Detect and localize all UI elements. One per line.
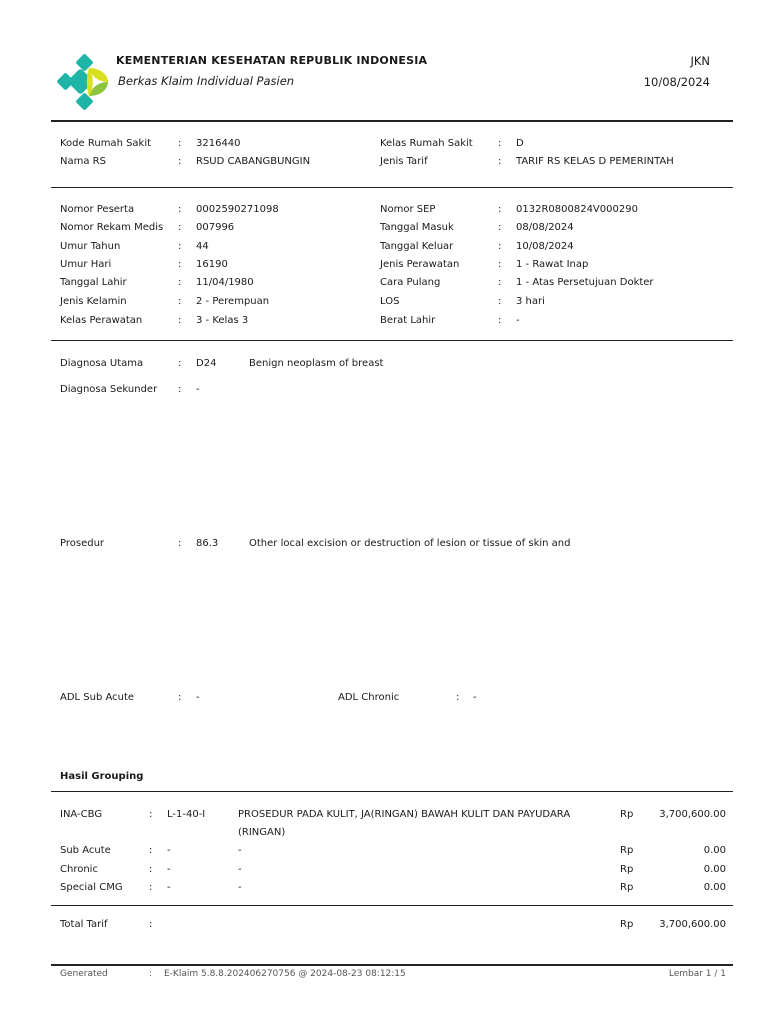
generated-value: E-Klaim 5.8.8.202406270756 @ 2024-08-23 08:12:15 [164,969,406,979]
grouping-row-amount: 0.00 [703,864,726,875]
claim-field-value: - [516,315,520,326]
claim-field-label: Jenis Perawatan [380,259,460,270]
nama-rs-label: Nama RS [60,156,106,167]
kode-rs-value: 3216440 [196,138,241,149]
colon: : [149,882,153,893]
colon: : [149,864,153,875]
prosedur-label: Prosedur [60,538,105,549]
colon: : [498,241,502,252]
colon: : [149,809,153,820]
patient-field-label: Tanggal Lahir [60,277,127,288]
claim-field-value: 08/08/2024 [516,222,574,233]
hasil-grouping-title: Hasil Grouping [60,771,144,782]
colon: : [498,156,502,167]
colon: : [149,919,153,930]
claim-field-label: Tanggal Keluar [380,241,454,252]
currency-label: Rp [620,809,634,820]
colon: : [178,277,182,288]
patient-field-value: 3 - Kelas 3 [196,315,249,326]
patient-field-label: Jenis Kelamin [60,296,127,307]
kemenkes-logo-icon [56,54,112,110]
patient-field-label: Umur Tahun [60,241,121,252]
inacbg-desc-line2: (RINGAN) [238,827,286,838]
patient-field-value: 44 [196,241,209,252]
nama-rs-value: RSUD CABANGBUNGIN [196,156,311,167]
colon: : [178,692,182,703]
patient-field-label: Nomor Rekam Medis [60,222,164,233]
diagnosa-utama-desc: Benign neoplasm of breast [249,358,384,369]
claim-field-label: Cara Pulang [380,277,441,288]
claim-field-label: Tanggal Masuk [380,222,454,233]
section-divider [51,187,733,188]
grouping-row-code: - [167,864,171,875]
patient-field-value: 2 - Perempuan [196,296,270,307]
colon: : [178,358,182,369]
claim-field-value: 10/08/2024 [516,241,574,252]
colon: : [498,138,502,149]
program-label: JKN [690,54,710,68]
claim-field-label: Berat Lahir [380,315,436,326]
colon: : [498,296,502,307]
total-tarif-label: Total Tarif [60,919,108,930]
colon: : [498,204,502,215]
grouping-row-desc: - [238,882,242,893]
adl-chronic-label: ADL Chronic [338,692,400,703]
kode-rs-label: Kode Rumah Sakit [60,138,152,149]
colon: : [178,538,182,549]
colon: : [178,138,182,149]
organization-title: KEMENTERIAN KESEHATAN REPUBLIK INDONESIA [116,54,428,67]
patient-field-label: Nomor Peserta [60,204,135,215]
patient-field-value: 0002590271098 [196,204,279,215]
prosedur-desc: Other local excision or destruction of lesion or tissue of skin and [249,538,571,549]
adl-sub-acute-label: ADL Sub Acute [60,692,135,703]
currency-label: Rp [620,864,634,875]
colon: : [498,277,502,288]
claim-field-value: 0132R0800824V000290 [516,204,638,215]
grouping-row-desc: - [238,845,242,856]
patient-field-value: 11/04/1980 [196,277,254,288]
grouping-row-label: Special CMG [60,882,123,893]
colon: : [149,969,153,979]
colon: : [149,845,153,856]
inacbg-label: INA-CBG [60,809,103,820]
document-date: 10/08/2024 [643,75,710,89]
generated-label: Generated [60,969,108,979]
jenis-tarif-value: TARIF RS KELAS D PEMERINTAH [516,156,674,167]
currency-label: Rp [620,919,634,930]
currency-label: Rp [620,882,634,893]
inacbg-desc-line1: PROSEDUR PADA KULIT, JA(RINGAN) BAWAH KULIT DAN PAYUDARA [238,809,571,820]
colon: : [178,156,182,167]
inacbg-code: L-1-40-I [167,809,206,820]
colon: : [178,315,182,326]
colon: : [498,315,502,326]
colon: : [178,384,182,395]
grouping-row-code: - [167,845,171,856]
footer-divider [51,964,733,966]
grouping-row-label: Chronic [60,864,98,875]
claim-field-label: Nomor SEP [380,204,436,215]
grouping-row-desc: - [238,864,242,875]
diagnosa-utama-code: D24 [196,358,217,369]
diagnosa-sekunder-value: - [196,384,200,395]
colon: : [178,204,182,215]
diagnosa-sekunder-label: Diagnosa Sekunder [60,384,158,395]
patient-field-label: Kelas Perawatan [60,315,143,326]
prosedur-code: 86.3 [196,538,219,549]
colon: : [498,222,502,233]
colon: : [498,259,502,270]
colon: : [178,222,182,233]
kelas-rs-value: D [516,138,524,149]
colon: : [178,241,182,252]
adl-sub-acute-value: - [196,692,200,703]
document-subtitle: Berkas Klaim Individual Pasien [118,74,295,88]
inacbg-amount: 3,700,600.00 [659,809,726,820]
patient-field-value: 007996 [196,222,235,233]
colon: : [178,259,182,270]
patient-field-label: Umur Hari [60,259,112,270]
grouping-row-amount: 0.00 [703,845,726,856]
colon: : [178,296,182,307]
section-divider [51,905,733,906]
header-divider [51,120,733,122]
section-divider [51,340,733,341]
section-divider [51,791,733,792]
page-number: Lembar 1 / 1 [668,969,726,979]
grouping-row-code: - [167,882,171,893]
patient-field-value: 16190 [196,259,228,270]
grouping-row-amount: 0.00 [703,882,726,893]
grouping-row-label: Sub Acute [60,845,111,856]
total-tarif-amount: 3,700,600.00 [659,919,726,930]
currency-label: Rp [620,845,634,856]
claim-field-value: 3 hari [516,296,545,307]
claim-field-value: 1 - Atas Persetujuan Dokter [516,277,654,288]
kelas-rs-label: Kelas Rumah Sakit [380,138,473,149]
claim-field-label: LOS [380,296,400,307]
colon: : [456,692,460,703]
claim-field-value: 1 - Rawat Inap [516,259,589,270]
jenis-tarif-label: Jenis Tarif [380,156,428,167]
diagnosa-utama-label: Diagnosa Utama [60,358,144,369]
adl-chronic-value: - [473,692,477,703]
